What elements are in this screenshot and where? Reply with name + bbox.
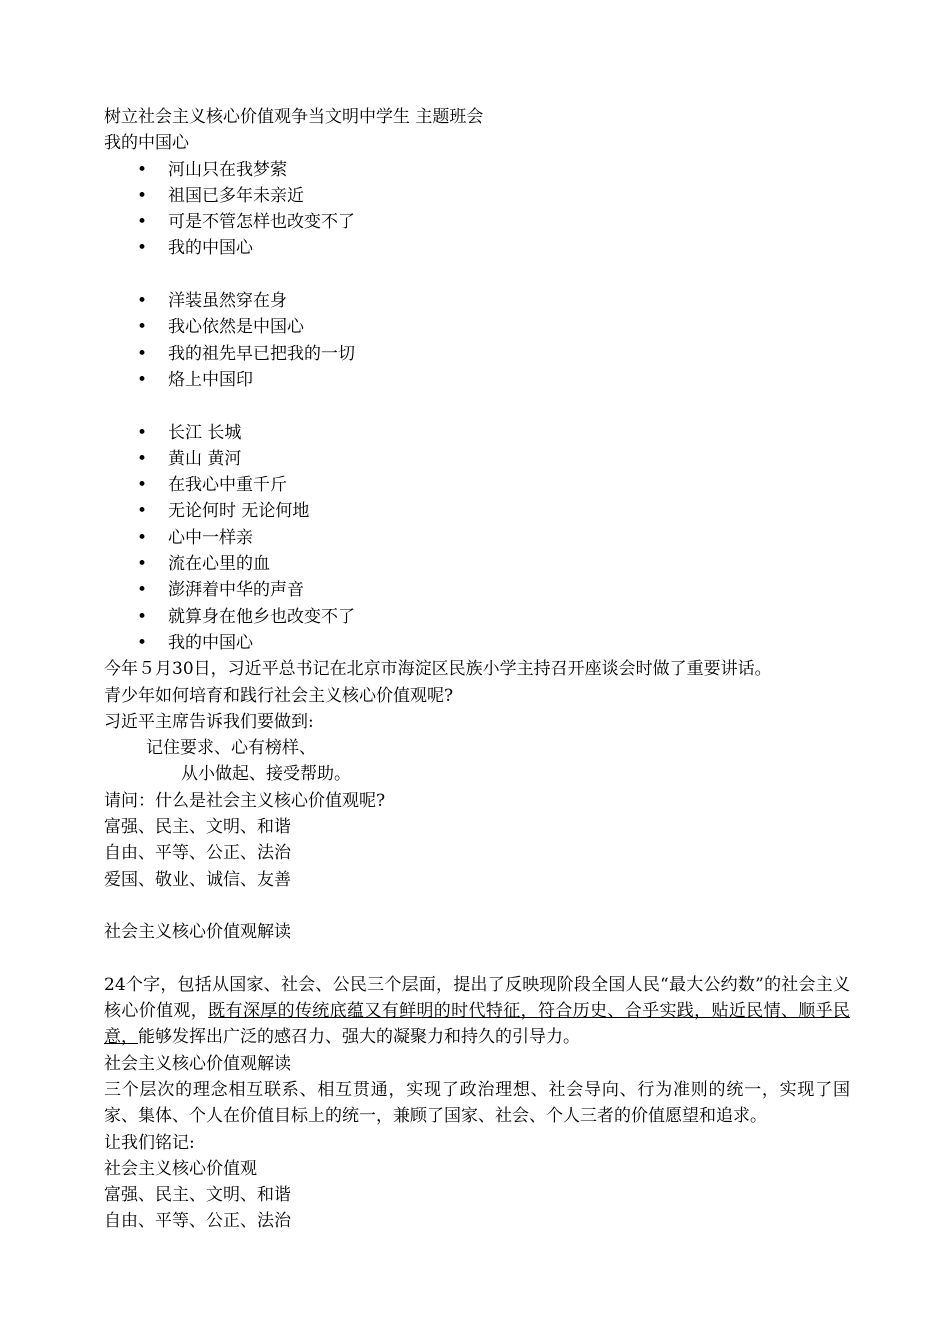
interpretation-heading: 社会主义核心价值观解读 bbox=[104, 922, 291, 943]
document-title: 树立社会主义核心价值观争当文明中学生 主题班会 bbox=[104, 107, 484, 127]
bullet-icon: • bbox=[137, 212, 148, 233]
blank-line bbox=[104, 893, 850, 919]
bullet-icon: • bbox=[137, 632, 148, 653]
remember-line: 让我们铭记: bbox=[104, 1132, 195, 1153]
requirement-line-2: 从小做起、接受帮助。 bbox=[181, 764, 351, 785]
values-end-line-1: 富强、民主、文明、和谐 bbox=[104, 1185, 291, 1206]
speech-line: 今年５月30日，习近平总书记在北京市海淀区民族小学主持召开座谈会时做了重要讲话。 bbox=[104, 659, 772, 680]
poem-line: • 心中一样亲 bbox=[104, 525, 850, 551]
poem-line: • 我的祖先早已把我的一切 bbox=[104, 341, 850, 367]
poem-stanza-2 bbox=[104, 288, 850, 393]
blank-line bbox=[104, 262, 850, 288]
underlined-text: 既有深厚的传统底蕴又有鲜明的时代特征，符合历史、合乎实践，贴近民情、顺乎民意， bbox=[104, 1001, 851, 1048]
xi-tells-line: 习近平主席告诉我们要做到: bbox=[104, 711, 314, 732]
bullet-icon: • bbox=[137, 185, 148, 206]
poem-line: • 流在心里的血 bbox=[104, 551, 850, 577]
bullet-icon: • bbox=[137, 554, 148, 575]
values-end-line-2: 自由、平等、公正、法治 bbox=[104, 1211, 291, 1232]
bullet-icon: • bbox=[137, 475, 148, 496]
poem-line: • 长江 长城 bbox=[104, 420, 850, 446]
bullet-icon: • bbox=[137, 291, 148, 312]
values-line-2: 自由、平等、公正、法治 bbox=[104, 843, 291, 864]
poem-line: • 我的中国心 bbox=[104, 235, 850, 261]
question-line: 青少年如何培育和践行社会主义核心价值观呢? bbox=[104, 685, 454, 706]
poem-stanza-3 bbox=[104, 420, 850, 657]
blank-line bbox=[104, 946, 850, 972]
interpretation-paragraph-2: 三个层次的理念相互联系、相互贯通，实现了政治理想、社会导向、行为准则的统一，实现了国家、集体、个人在价值目标上的统一，兼顾了国家、社会、个人三者的价值愿望和追求。 bbox=[104, 1079, 850, 1127]
question-line-2: 请问：什么是社会主义核心价值观呢? bbox=[104, 790, 386, 811]
blank-line bbox=[104, 393, 850, 419]
poem-line: • 无论何时 无论何地 bbox=[104, 498, 850, 524]
poem-line: • 在我心中重千斤 bbox=[104, 472, 850, 498]
poem-line: • 河山只在我梦萦 bbox=[104, 157, 850, 183]
interpretation-paragraph-1: 24个字，包括从国家、社会、公民三个层面，提出了反映现阶段全国人民“最大公约数”的社会主义核心价值观，既有深厚的传统底蕴又有鲜明的时代特征，符合历史、合乎实践，贴近民情、顺乎民意，能够发挥出广泛的感召力、强大的凝聚力和持久的引导力。 bbox=[104, 974, 851, 1048]
bullet-icon: • bbox=[137, 501, 148, 522]
core-values-label: 社会主义核心价值观 bbox=[104, 1158, 257, 1179]
bullet-icon: • bbox=[137, 159, 148, 180]
bullet-icon: • bbox=[137, 317, 148, 338]
bullet-icon: • bbox=[137, 580, 148, 601]
bullet-icon: • bbox=[137, 606, 148, 627]
poem-line: • 烙上中国印 bbox=[104, 367, 850, 393]
poem-line: • 就算身在他乡也改变不了 bbox=[104, 604, 850, 630]
interpretation-heading-2: 社会主义核心价值观解读 bbox=[104, 1053, 291, 1074]
bullet-icon: • bbox=[137, 238, 148, 259]
bullet-icon: • bbox=[137, 369, 148, 390]
bullet-icon: • bbox=[137, 422, 148, 443]
poem-line: • 澎湃着中华的声音 bbox=[104, 577, 850, 603]
poem-title: 我的中国心 bbox=[104, 133, 189, 154]
poem-line: • 祖国已多年未亲近 bbox=[104, 183, 850, 209]
bullet-icon: • bbox=[137, 448, 148, 469]
poem-line: • 我心依然是中国心 bbox=[104, 314, 850, 340]
bullet-icon: • bbox=[137, 343, 148, 364]
bullet-icon: • bbox=[137, 527, 148, 548]
poem-line: • 我的中国心 bbox=[104, 630, 850, 656]
values-line-1: 富强、民主、文明、和谐 bbox=[104, 817, 291, 838]
requirement-line-1: 记住要求、心有榜样、 bbox=[146, 738, 316, 759]
poem-line: • 洋装虽然穿在身 bbox=[104, 288, 850, 314]
poem-line: • 黄山 黄河 bbox=[104, 446, 850, 472]
poem-line: • 可是不管怎样也改变不了 bbox=[104, 209, 850, 235]
poem-stanza-1 bbox=[104, 157, 850, 262]
values-line-3: 爱国、敬业、诚信、友善 bbox=[104, 869, 291, 890]
